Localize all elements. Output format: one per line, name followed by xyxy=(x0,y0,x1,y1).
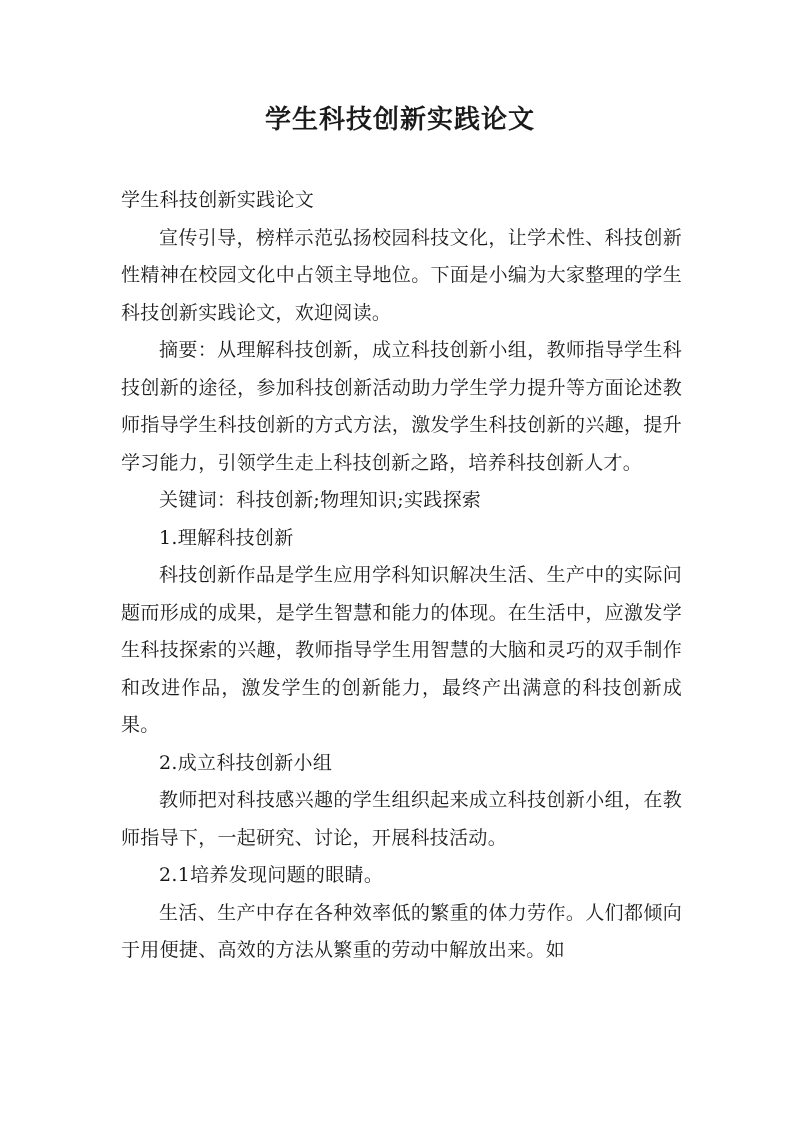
intro-paragraph: 宣传引导，榜样示范弘扬校园科技文化，让学术性、科技创新性精神在校园文化中占领主导地位。下面是小编为大家整理的学生科技创新实践论文，欢迎阅读。 xyxy=(121,226,682,324)
subsection-2-1-paragraph: 生活、生产中存在各种效率低的繁重的体力劳作。人们都倾向于用便捷、高效的方法从繁重的劳动中解放出来。如 xyxy=(121,901,682,961)
page-title: 学生科技创新实践论文 xyxy=(264,105,535,135)
section-heading-1: 1.理解科技创新 xyxy=(159,526,294,549)
section-heading-2: 2.成立科技创新小组 xyxy=(159,751,333,774)
keywords-paragraph: 关键词：科技创新;物理知识;实践探索 xyxy=(159,489,482,511)
section-1-paragraph: 科技创新作品是学生应用学科知识解决生活、生产中的实际问题而形成的成果，是学生智慧和能力的体现。在生活中，应激发学生科技探索的兴趣，教师指导学生用智慧的大脑和灵巧的双手制作和改进作品，激发学生的创新能力，最终产出满意的科技创新成果。 xyxy=(121,564,682,736)
subtitle-paragraph: 学生科技创新实践论文 xyxy=(121,189,315,211)
section-2-paragraph: 教师把对科技感兴趣的学生组织起来成立科技创新小组，在教师指导下，一起研究、讨论，开展科技活动。 xyxy=(121,789,682,849)
document-body xyxy=(121,182,682,970)
abstract-paragraph: 摘要：从理解科技创新，成立科技创新小组，教师指导学生科技创新的途径，参加科技创新活动助力学生学力提升等方面论述教师指导学生科技创新的方式方法，激发学生科技创新的兴趣，提升学习能力，引领学生走上科技创新之路，培养科技创新人才。 xyxy=(121,339,682,474)
subsection-heading-2-1: 2.1培养发现问题的眼睛。 xyxy=(159,864,384,886)
